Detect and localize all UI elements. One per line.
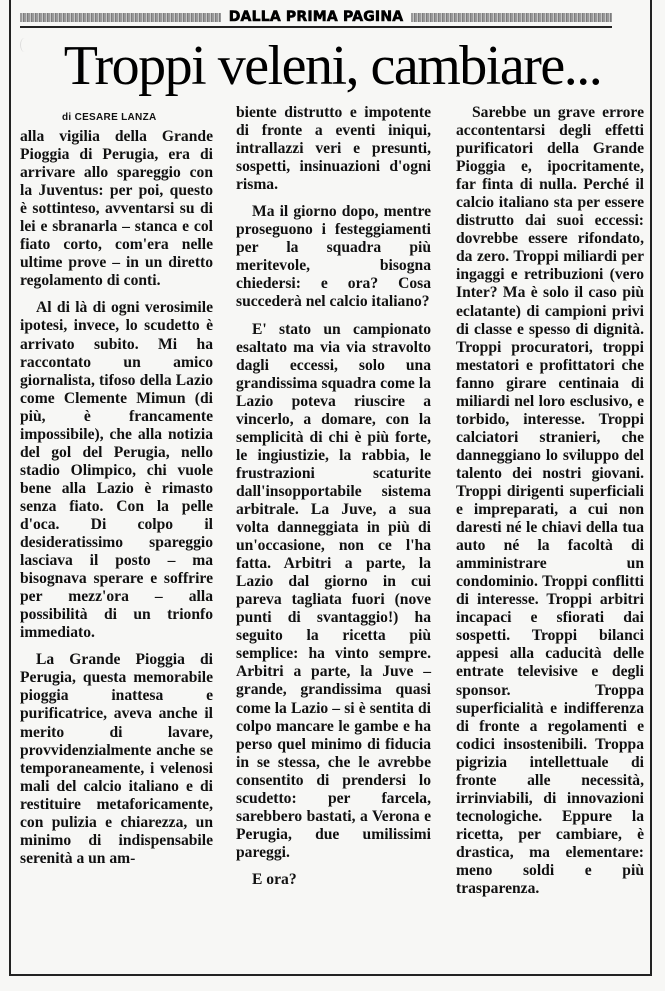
kicker-halftone-bar-left xyxy=(20,13,221,22)
paragraph: Sarebbe un grave errore accontentarsi degli effetti purificatori della Grande Pioggia e, ipocritamente, far finta di nulla. Perché il calcio italiano sta per essere distrutto dai suoi eccessi: dovrebbe essere rifondato, da zero. Troppi miliardi per ingaggi e retribuzioni (vero Inter? Ma è solo il caso più eclatante) di campioni privi di classe e spesso di dignità. Troppi procuratori, troppi mestatori e profittatori che fanno girare centinaia di miliardi nel loro esclusivo, e torbido, interesse. Troppi calciatori stranieri, che danneggiano lo sviluppo del talento dei nostri giovani. Troppi dirigenti superficiali e impreparati, a cui non daresti né le chiavi della tua auto né la facoltà di amministrare un condominio. Troppi conflitti di interesse. Troppi arbitri incapaci e sfiorati dai sospetti. Troppi bilanci appesi alla caducità delle entrate televisive e degli sponsor. Troppa superficialità e indifferenza di fronte a regolamenti e codici insostenibili. Troppa pigrizia intellettuale di fronte alle necessità, irrinviabili, di innovazioni tecnologiche. Eppure la ricetta, per cambiare, è drastica, ma elementare: meno soldi e più trasparenza. xyxy=(456,104,644,898)
kicker-halftone-bar-right xyxy=(411,13,612,22)
section-kicker: DALLA PRIMA PAGINA xyxy=(228,9,404,25)
headline: Troppi veleni, cambiare... xyxy=(63,35,602,97)
column-1 xyxy=(20,128,213,877)
kicker-rule xyxy=(20,26,612,28)
paragraph: E ora? xyxy=(252,870,297,888)
paragraph: Al di là di ogni verosimile ipotesi, invece, lo scudetto è arrivato subito. Mi ha raccontato un amico giornalista, tifoso della Lazio come Clemente Mimun (di più, è francamente impossibile), che alla notizia del gol del Perugia, nello stadio Olimpico, chi vuole bene alla Lazio è rimasto senza fiato. Con la pelle d'oca. Di colpo il desideratissimo spareggio lasciava il posto – ma bisognava sperare e soffrire per mezz'ora – alla possibilità di un trionfo immediato. xyxy=(20,299,213,642)
paragraph: La Grande Pioggia di Perugia, questa memorabile pioggia inattesa e purificatrice, aveva anche il merito di lavare, provvidenzialmente anche se temporaneamente, i velenosi mali del calcio italiano e di restituire metaforicamente, con pulizia e chiarezza, un minimo di indispensabile serenità a un am- xyxy=(20,651,213,867)
paragraph: alla vigilia della Grande Pioggia di Perugia, era di arrivare allo spareggio con la Juventus: per poi, questo è sottinteso, avventarsi su di lei e sbranarla – stanca e col fiato corto, com'era nelle ultime prove – in un diretto regolamento di conti. xyxy=(20,128,213,290)
paragraph: E' stato un campionato esaltato ma via via stravolto dagli eccessi, solo una grandissima squadra come la Lazio poteva riuscire a vincerlo, a domare, con la semplicità di chi è più forte, le ingiustizie, la rabbia, le frustrazioni scaturite dall'insopportabile sistema arbitrale. La Juve, a sua volta danneggiata in più di un'occasione, non ce l'ha fatta. Arbitri a parte, la Lazio dal giorno in cui pareva tagliata fuori (nove punti di svantaggio!) ha seguito la ricetta più semplice: ha vinto sempre. Arbitri a parte, la Juve – grande, grandissima quasi come la Lazio – si è sentita di colpo mancare le gambe e ha perso quel minimo di fiducia in se stessa, che le avrebbe consentito di prendersi lo scudetto: per farcela, sarebbero bastati, a Verona e Perugia, due umilissimi pareggi. xyxy=(236,320,431,861)
paragraph: biente distrutto e impotente di fronte a eventi iniqui, intrallazzi veri e presunti, sospetti, insinuazioni d'ogni risma. xyxy=(236,104,431,194)
column-2 xyxy=(236,104,431,898)
section-kicker-row xyxy=(20,8,612,26)
column-3 xyxy=(456,104,644,907)
byline: di CESARE LANZA xyxy=(62,112,157,123)
paragraph: Ma il giorno dopo, mentre proseguono i festeggiamenti per la squadra più meritevole, bisogna chiedersi: e ora? Cosa succederà nel calcio italiano? xyxy=(236,203,431,311)
